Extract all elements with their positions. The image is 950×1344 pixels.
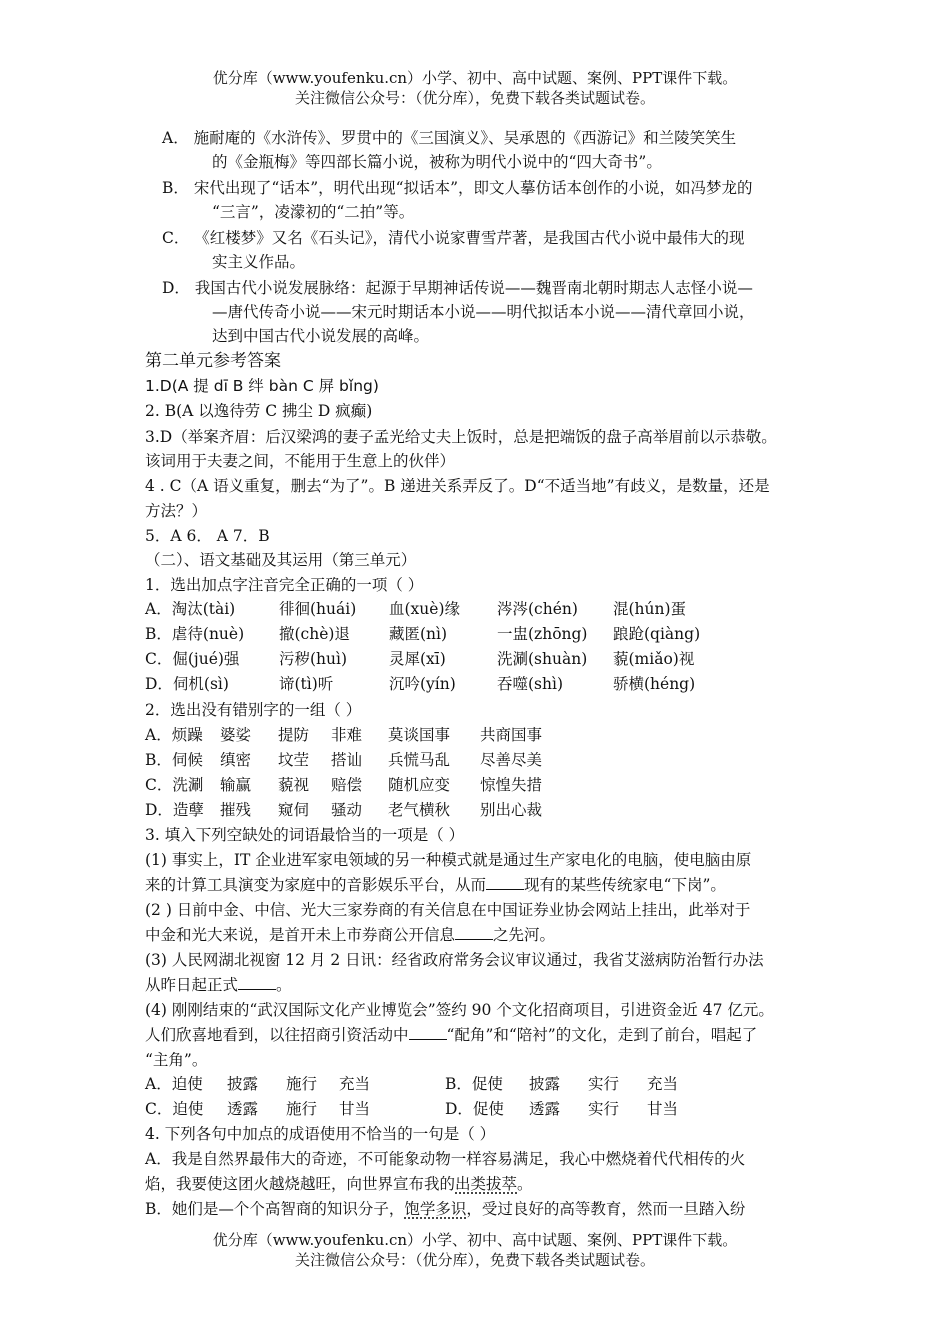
q3-opt-b-4: 充当 — [647, 1075, 679, 1093]
q1-a-5: 混(hún)蛋 — [613, 600, 687, 618]
q2-row-b — [145, 750, 705, 770]
q1-a-2: 徘徊(huái) — [279, 600, 357, 618]
q2-d-3: 窥伺 — [278, 801, 310, 819]
q4-a-line-1: A．我是自然界最伟大的奇迹，不可能象动物一样容易满足，我心中燃烧着代代相传的火 — [145, 1150, 746, 1168]
q2-c-3: 藐视 — [278, 776, 310, 794]
q3-s1-text-a: 来的计算工具演变为家庭中的音影娱乐平台，从而 — [145, 876, 487, 894]
q3-s3-text-a: 从昨日起正式 — [145, 976, 239, 994]
q4-a-idiom: 出类拔萃 — [455, 1175, 518, 1193]
q3-opt-a-2: 披露 — [227, 1075, 259, 1093]
option-b-line-2: “三言”，凌濛初的“二拍”等。 — [212, 203, 415, 221]
q3-s2-text-b: 之先河。 — [493, 926, 556, 944]
q3-s4-text-b: “配角”和“陪衬”的文化，走到了前台，唱起了 — [446, 1026, 758, 1044]
q4-a-end: 。 — [517, 1175, 533, 1193]
q2-d-4: 骚动 — [331, 801, 363, 819]
q1-b-2: 撤(chè)退 — [279, 625, 350, 643]
q1-a-3: 血(xuè)缘 — [389, 600, 460, 618]
q3-s3-text-b: 。 — [276, 976, 292, 994]
q2-a-2: 婆娑 — [220, 726, 252, 744]
q2-b-1: B．伺候 — [145, 751, 203, 769]
q3-s1-line-2 — [145, 875, 726, 895]
q1-row-d — [145, 674, 765, 694]
q1-c-2: 污秽(huì) — [279, 650, 348, 668]
q3-opt-a-4: 充当 — [339, 1075, 371, 1093]
answer-5-7: 5．A 6． A 7．B — [145, 527, 270, 545]
option-a-line-2: 的《金瓶梅》等四部长篇小说，被称为明代小说中的“四大奇书”。 — [212, 153, 662, 171]
q2-a-1: A．烦躁 — [145, 726, 203, 744]
q3-opt-b-1: B．促使 — [445, 1075, 503, 1093]
q3-s4-line-3: “主角”。 — [145, 1051, 208, 1069]
q3-s4-line-2 — [145, 1025, 757, 1045]
option-c-line-1: C． 《红楼梦》又名《石头记》，清代小说家曹雪芹著，是我国古代小说中最伟大的现 — [162, 229, 745, 247]
q2-b-3: 坟茔 — [278, 751, 310, 769]
q3-opt-b-3: 实行 — [588, 1075, 620, 1093]
option-d-line-2: —唐代传奇小说——宋元时期话本小说——明代拟话本小说——清代章回小说， — [212, 303, 755, 321]
q1-a-1: A．淘汰(tài) — [145, 600, 236, 618]
q3-s3-line-1: (3) 人民网湖北视窗 12 月 2 日讯：经省政府常务会议审议通过，我省艾滋病防治暂行办法 — [145, 951, 764, 969]
q1-b-1: B．虐待(nuè) — [145, 625, 245, 643]
option-c-line-2: 实主义作品。 — [212, 253, 306, 271]
q1-b-3: 藏匿(nì) — [389, 625, 448, 643]
q1-c-3: 灵犀(xī) — [389, 650, 446, 668]
q2-d-6: 别出心裁 — [480, 801, 543, 819]
q3-blank-4 — [409, 1025, 447, 1040]
q2-b-6: 尽善尽美 — [480, 751, 543, 769]
option-b-line-1: B． 宋代出现了“话本”，明代出现“拟话本”，即文人摹仿话本创作的小说，如冯梦龙的 — [162, 179, 753, 197]
q4-a-text: 焰，我要使这团火越烧越旺，向世界宣布我的 — [145, 1175, 456, 1193]
answer-4-line-2: 方法？） — [145, 502, 208, 520]
q2-d-1: D．造孽 — [145, 801, 204, 819]
q1-c-4: 洗涮(shuàn) — [497, 650, 588, 668]
q1-row-b — [145, 624, 765, 644]
q4-b-idiom: 饱学多识 — [404, 1200, 467, 1218]
q1-d-3: 沉吟(yín) — [389, 675, 456, 693]
q4-b-text: B．她们是—个个高智商的知识分子， — [145, 1200, 405, 1218]
q3-opt-d-1: D．促使 — [445, 1100, 504, 1118]
q2-c-4: 赔偿 — [331, 776, 363, 794]
q2-c-1: C．洗涮 — [145, 776, 204, 794]
q1-c-5: 藐(miǎo)视 — [613, 650, 695, 668]
q1-a-4: 涔涔(chén) — [497, 600, 578, 618]
q2-row-d — [145, 800, 705, 820]
q2-a-6: 共商国事 — [480, 726, 543, 744]
answer-4-line-1: 4 . C（A 语义重复，删去“为了”。B 递进关系弄反了。D“不适当地”有歧义，是数量，还是 — [145, 477, 770, 495]
q3-opt-c-1: C．迫使 — [145, 1100, 204, 1118]
q3-s2-line-2 — [145, 925, 555, 945]
q2-d-5: 老气横秋 — [388, 801, 451, 819]
footer-line-2: 关注微信公众号：（优分库），免费下载各类试题试卷。 — [294, 1251, 655, 1269]
answers-title: 第二单元参考答案 — [145, 351, 281, 371]
answer-2: 2. B(A 以逸待劳 C 拂尘 D 疯癫) — [145, 402, 373, 420]
q1-d-2: 谛(tì)听 — [279, 675, 334, 693]
q3-opt-c-4: 甘当 — [339, 1100, 371, 1118]
header-line-2: 关注微信公众号：（优分库），免费下载各类试题试卷。 — [294, 89, 655, 107]
q3-options-cd — [145, 1099, 705, 1119]
q1-d-5: 骄横(héng) — [613, 675, 696, 693]
option-d-line-1: D． 我国古代小说发展脉络：起源于早期神话传说——魏晋南北朝时期志人志怪小说— — [162, 279, 753, 297]
q3-opt-c-3: 施行 — [286, 1100, 318, 1118]
answer-3-line-1: 3.D（举案齐眉：后汉梁鸿的妻子孟光给丈夫上饭时，总是把端饭的盘子高举眉前以示恭敬。 — [145, 428, 777, 446]
q3-opt-d-3: 实行 — [588, 1100, 620, 1118]
answer-1: 1.D(A 提 dī B 绊 bàn C 屏 bǐng) — [145, 377, 379, 395]
q2-a-3: 提防 — [278, 726, 310, 744]
q2-b-5: 兵慌马乱 — [388, 751, 451, 769]
q3-blank-2 — [455, 925, 493, 940]
q1-row-a — [145, 599, 765, 619]
section-title: （二）、语文基础及其运用（第三单元） — [145, 551, 417, 569]
q4-b-end: ，受过良好的高等教育，然而一旦踏入纷 — [466, 1200, 746, 1218]
q2-b-2: 缜密 — [220, 751, 252, 769]
q2-stem: 2．选出没有错别字的一组（ ） — [145, 701, 362, 719]
q3-s3-line-2 — [145, 975, 292, 995]
q1-d-4: 吞噬(shì) — [497, 675, 563, 693]
q2-d-2: 摧残 — [220, 801, 252, 819]
q2-row-a — [145, 725, 705, 745]
q3-s1-text-b: 现有的某些传统家电“下岗”。 — [524, 876, 726, 894]
q4-b-line-1 — [145, 1199, 745, 1219]
q2-row-c — [145, 775, 705, 795]
q2-c-2: 输赢 — [220, 776, 252, 794]
q1-row-c — [145, 649, 765, 669]
q2-c-6: 惊惶失措 — [480, 776, 543, 794]
footer-line-1: 优分库（www.youfenku.cn）小学、初中、高中试题、案例、PPT课件下载。 — [212, 1231, 738, 1249]
q4-stem: 4. 下列各句中加点的成语使用不恰当的一句是（ ） — [145, 1125, 496, 1143]
q2-c-5: 随机应变 — [388, 776, 451, 794]
option-a-line-1: A． 施耐庵的《水浒传》、罗贯中的《三国演义》、吴承恩的《西游记》和兰陵笑笑生 — [162, 129, 737, 147]
q3-s4-text-a: 人们欣喜地看到，以往招商引资活动中 — [145, 1026, 409, 1044]
q3-opt-a-1: A．迫使 — [145, 1075, 203, 1093]
q1-c-1: C．倔(jué)强 — [145, 650, 240, 668]
q3-blank-3 — [238, 975, 276, 990]
q3-s2-line-1: (2 ) 日前中金、中信、光大三家券商的有关信息在中国证券业协会网站上挂出，此举对于 — [145, 901, 751, 919]
q3-stem: 3. 填入下列空缺处的词语最恰当的一项是（ ） — [145, 826, 465, 844]
q2-b-4: 搭讪 — [331, 751, 363, 769]
q1-stem: 1．选出加点字注音完全正确的一项（ ） — [145, 576, 424, 594]
q3-s2-text-a: 中金和光大来说，是首开未上市券商公开信息 — [145, 926, 456, 944]
q3-opt-b-2: 披露 — [529, 1075, 561, 1093]
q3-opt-a-3: 施行 — [286, 1075, 318, 1093]
q2-a-4: 非难 — [331, 726, 363, 744]
q4-a-line-2 — [145, 1174, 533, 1194]
q3-s1-line-1: (1) 事实上，IT 企业进军家电领域的另一种模式就是通过生产家电化的电脑，使电脑由原 — [145, 851, 752, 869]
option-d-line-3: 达到中国古代小说发展的高峰。 — [212, 327, 430, 345]
q3-opt-d-4: 甘当 — [647, 1100, 679, 1118]
q3-opt-c-2: 透露 — [227, 1100, 259, 1118]
q1-b-5: 踉跄(qiàng) — [613, 625, 701, 643]
q2-a-5: 莫谈国事 — [388, 726, 451, 744]
q3-opt-d-2: 透露 — [529, 1100, 561, 1118]
q1-d-1: D．伺机(sì) — [145, 675, 229, 693]
q1-b-4: 一盅(zhōng) — [497, 625, 588, 643]
header-line-1: 优分库（www.youfenku.cn）小学、初中、高中试题、案例、PPT课件下载。 — [212, 69, 738, 87]
answer-3-line-2: 该词用于夫妻之间，不能用于生意上的伙伴） — [145, 452, 456, 470]
q3-blank-1 — [486, 875, 524, 890]
q3-options-ab — [145, 1074, 705, 1094]
q3-s4-line-1: (4) 刚刚结束的“武汉国际文化产业博览会”签约 90 个文化招商项目，引进资金近 47 亿元。 — [145, 1001, 774, 1019]
